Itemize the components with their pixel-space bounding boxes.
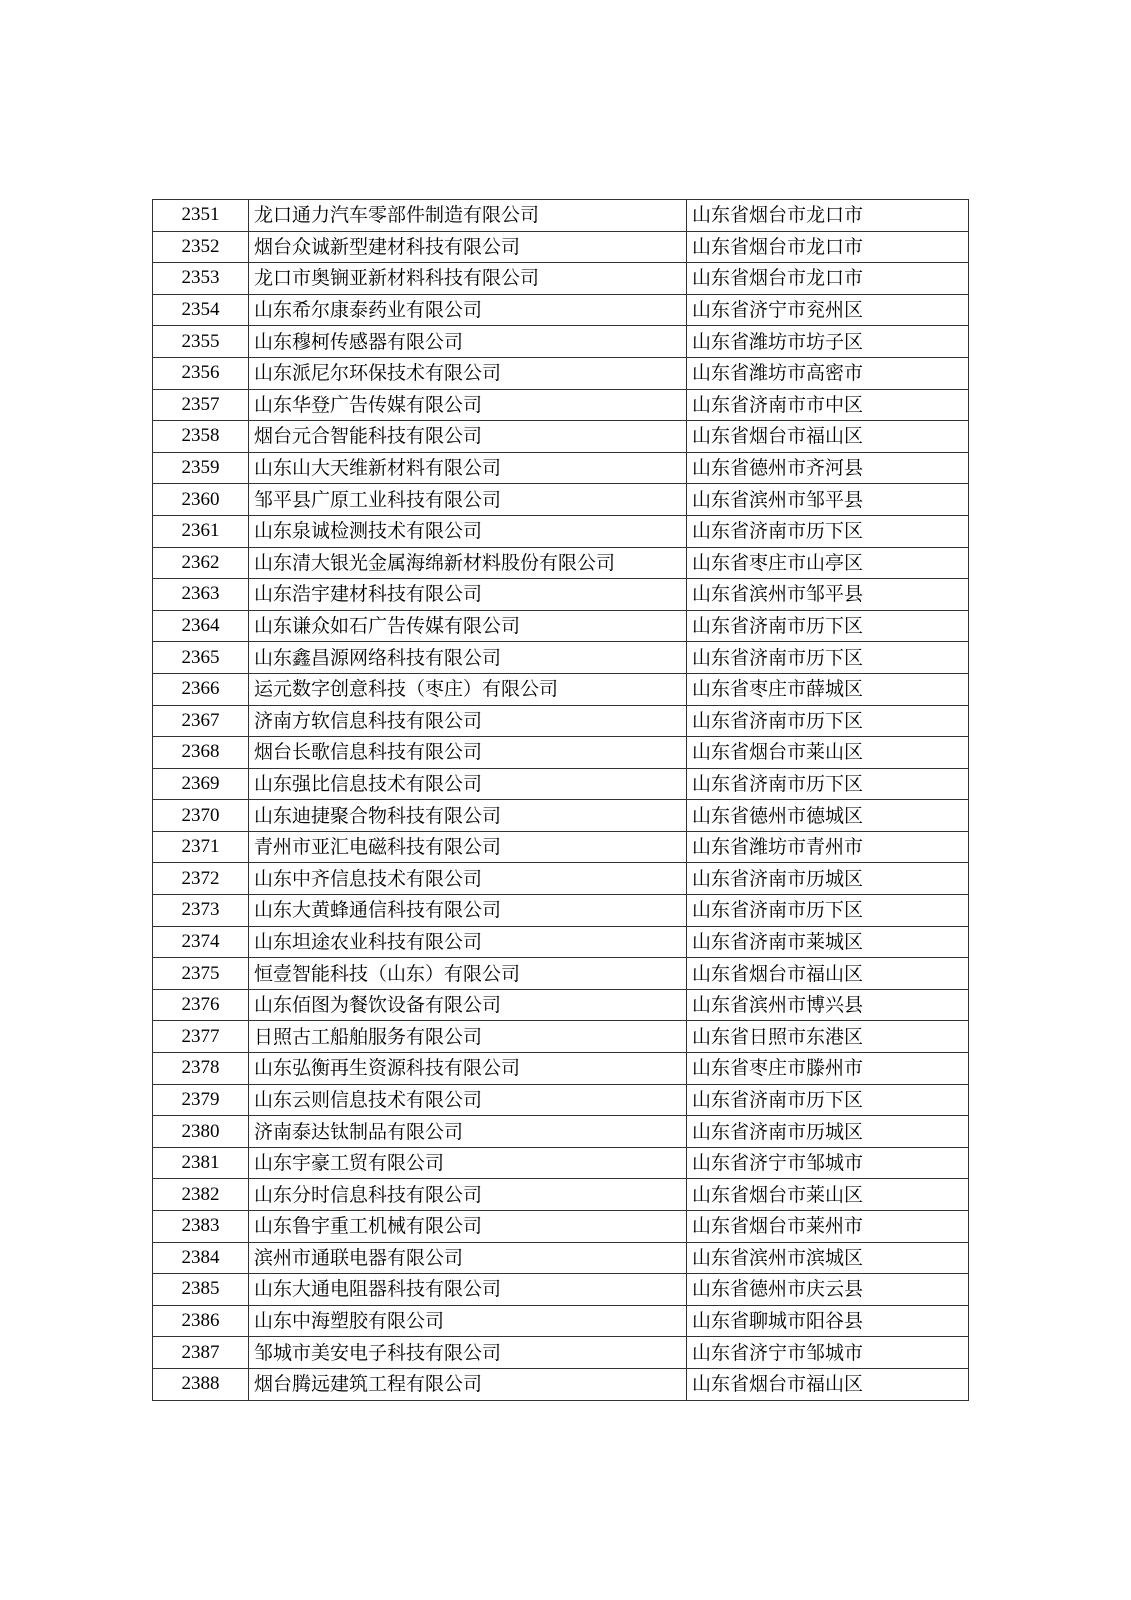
company-name-cell: 山东大通电阻器科技有限公司 bbox=[249, 1274, 687, 1306]
table-row bbox=[153, 579, 969, 611]
company-name-cell: 山东中海塑胶有限公司 bbox=[249, 1305, 687, 1337]
region-cell: 山东省济南市历下区 bbox=[687, 1084, 969, 1116]
row-number-cell: 2363 bbox=[153, 579, 249, 611]
region-cell: 山东省德州市德城区 bbox=[687, 800, 969, 832]
row-number-cell: 2376 bbox=[153, 989, 249, 1021]
row-number-cell: 2369 bbox=[153, 768, 249, 800]
table-row bbox=[153, 958, 969, 990]
company-name-cell: 山东大黄蜂通信科技有限公司 bbox=[249, 895, 687, 927]
row-number-cell: 2359 bbox=[153, 452, 249, 484]
table-row bbox=[153, 1305, 969, 1337]
region-cell: 山东省德州市庆云县 bbox=[687, 1274, 969, 1306]
row-number-cell: 2377 bbox=[153, 1021, 249, 1053]
company-name-cell: 山东宇豪工贸有限公司 bbox=[249, 1147, 687, 1179]
region-cell: 山东省滨州市博兴县 bbox=[687, 989, 969, 1021]
row-number-cell: 2351 bbox=[153, 200, 249, 232]
table-row bbox=[153, 1053, 969, 1085]
region-cell: 山东省滨州市滨城区 bbox=[687, 1242, 969, 1274]
table-row bbox=[153, 1116, 969, 1148]
company-name-cell: 山东华登广告传媒有限公司 bbox=[249, 389, 687, 421]
row-number-cell: 2360 bbox=[153, 484, 249, 516]
row-number-cell: 2358 bbox=[153, 421, 249, 453]
row-number-cell: 2356 bbox=[153, 357, 249, 389]
company-name-cell: 山东佰图为餐饮设备有限公司 bbox=[249, 989, 687, 1021]
company-name-cell: 山东浩宇建材科技有限公司 bbox=[249, 579, 687, 611]
company-name-cell: 烟台长歌信息科技有限公司 bbox=[249, 737, 687, 769]
table-row bbox=[153, 1084, 969, 1116]
region-cell: 山东省济宁市邹城市 bbox=[687, 1337, 969, 1369]
company-name-cell: 烟台元合智能科技有限公司 bbox=[249, 421, 687, 453]
region-cell: 山东省济宁市邹城市 bbox=[687, 1147, 969, 1179]
company-name-cell: 山东鲁宇重工机械有限公司 bbox=[249, 1211, 687, 1243]
row-number-cell: 2380 bbox=[153, 1116, 249, 1148]
row-number-cell: 2388 bbox=[153, 1368, 249, 1400]
region-cell: 山东省济南市历城区 bbox=[687, 863, 969, 895]
company-name-cell: 山东弘衡再生资源科技有限公司 bbox=[249, 1053, 687, 1085]
region-cell: 山东省济南市市中区 bbox=[687, 389, 969, 421]
region-cell: 山东省济南市历下区 bbox=[687, 705, 969, 737]
region-cell: 山东省烟台市莱山区 bbox=[687, 1179, 969, 1211]
table-row bbox=[153, 326, 969, 358]
table-row bbox=[153, 547, 969, 579]
table-row bbox=[153, 1147, 969, 1179]
company-name-cell: 山东派尼尔环保技术有限公司 bbox=[249, 357, 687, 389]
company-name-cell: 烟台众诚新型建材科技有限公司 bbox=[249, 231, 687, 263]
company-name-cell: 济南泰达钛制品有限公司 bbox=[249, 1116, 687, 1148]
region-cell: 山东省滨州市邹平县 bbox=[687, 484, 969, 516]
company-name-cell: 青州市亚汇电磁科技有限公司 bbox=[249, 831, 687, 863]
region-cell: 山东省潍坊市坊子区 bbox=[687, 326, 969, 358]
table-row bbox=[153, 200, 969, 232]
table-row bbox=[153, 673, 969, 705]
company-name-cell: 山东山大天维新材料有限公司 bbox=[249, 452, 687, 484]
table-row bbox=[153, 895, 969, 927]
region-cell: 山东省烟台市福山区 bbox=[687, 1368, 969, 1400]
row-number-cell: 2374 bbox=[153, 926, 249, 958]
row-number-cell: 2387 bbox=[153, 1337, 249, 1369]
row-number-cell: 2379 bbox=[153, 1084, 249, 1116]
table-row bbox=[153, 452, 969, 484]
region-cell: 山东省烟台市莱山区 bbox=[687, 737, 969, 769]
region-cell: 山东省济南市历下区 bbox=[687, 895, 969, 927]
region-cell: 山东省枣庄市薛城区 bbox=[687, 673, 969, 705]
company-name-cell: 山东分时信息科技有限公司 bbox=[249, 1179, 687, 1211]
region-cell: 山东省济南市历下区 bbox=[687, 610, 969, 642]
table-row bbox=[153, 1179, 969, 1211]
row-number-cell: 2367 bbox=[153, 705, 249, 737]
region-cell: 山东省聊城市阳谷县 bbox=[687, 1305, 969, 1337]
table-row bbox=[153, 421, 969, 453]
row-number-cell: 2378 bbox=[153, 1053, 249, 1085]
company-name-cell: 日照古工船舶服务有限公司 bbox=[249, 1021, 687, 1053]
region-cell: 山东省烟台市龙口市 bbox=[687, 263, 969, 295]
company-name-cell: 山东鑫昌源网络科技有限公司 bbox=[249, 642, 687, 674]
table-row bbox=[153, 515, 969, 547]
region-cell: 山东省济南市历下区 bbox=[687, 642, 969, 674]
table-row bbox=[153, 263, 969, 295]
company-table bbox=[152, 199, 969, 1401]
company-name-cell: 山东强比信息技术有限公司 bbox=[249, 768, 687, 800]
region-cell: 山东省德州市齐河县 bbox=[687, 452, 969, 484]
row-number-cell: 2361 bbox=[153, 515, 249, 547]
region-cell: 山东省滨州市邹平县 bbox=[687, 579, 969, 611]
region-cell: 山东省济南市莱城区 bbox=[687, 926, 969, 958]
table-row bbox=[153, 642, 969, 674]
region-cell: 山东省济南市历城区 bbox=[687, 1116, 969, 1148]
table-row bbox=[153, 1021, 969, 1053]
row-number-cell: 2357 bbox=[153, 389, 249, 421]
table-row bbox=[153, 926, 969, 958]
table-row bbox=[153, 831, 969, 863]
region-cell: 山东省烟台市莱州市 bbox=[687, 1211, 969, 1243]
company-name-cell: 山东泉诚检测技术有限公司 bbox=[249, 515, 687, 547]
row-number-cell: 2386 bbox=[153, 1305, 249, 1337]
table-row bbox=[153, 610, 969, 642]
company-name-cell: 恒壹智能科技（山东）有限公司 bbox=[249, 958, 687, 990]
table-row bbox=[153, 863, 969, 895]
row-number-cell: 2355 bbox=[153, 326, 249, 358]
row-number-cell: 2382 bbox=[153, 1179, 249, 1211]
table-row bbox=[153, 231, 969, 263]
company-name-cell: 山东穆柯传感器有限公司 bbox=[249, 326, 687, 358]
company-name-cell: 滨州市通联电器有限公司 bbox=[249, 1242, 687, 1274]
row-number-cell: 2385 bbox=[153, 1274, 249, 1306]
company-name-cell: 山东希尔康泰药业有限公司 bbox=[249, 294, 687, 326]
row-number-cell: 2368 bbox=[153, 737, 249, 769]
region-cell: 山东省济南市历下区 bbox=[687, 768, 969, 800]
region-cell: 山东省潍坊市青州市 bbox=[687, 831, 969, 863]
company-name-cell: 山东云则信息技术有限公司 bbox=[249, 1084, 687, 1116]
table-row bbox=[153, 705, 969, 737]
row-number-cell: 2353 bbox=[153, 263, 249, 295]
table-row bbox=[153, 1274, 969, 1306]
row-number-cell: 2354 bbox=[153, 294, 249, 326]
region-cell: 山东省潍坊市高密市 bbox=[687, 357, 969, 389]
row-number-cell: 2372 bbox=[153, 863, 249, 895]
company-name-cell: 邹平县广原工业科技有限公司 bbox=[249, 484, 687, 516]
company-name-cell: 山东坦途农业科技有限公司 bbox=[249, 926, 687, 958]
row-number-cell: 2373 bbox=[153, 895, 249, 927]
region-cell: 山东省济南市历下区 bbox=[687, 515, 969, 547]
region-cell: 山东省烟台市福山区 bbox=[687, 958, 969, 990]
region-cell: 山东省烟台市福山区 bbox=[687, 421, 969, 453]
region-cell: 山东省烟台市龙口市 bbox=[687, 200, 969, 232]
row-number-cell: 2365 bbox=[153, 642, 249, 674]
row-number-cell: 2371 bbox=[153, 831, 249, 863]
row-number-cell: 2375 bbox=[153, 958, 249, 990]
table-body bbox=[153, 200, 969, 1401]
region-cell: 山东省烟台市龙口市 bbox=[687, 231, 969, 263]
region-cell: 山东省济宁市兖州区 bbox=[687, 294, 969, 326]
table-row bbox=[153, 1368, 969, 1400]
company-name-cell: 山东谦众如石广告传媒有限公司 bbox=[249, 610, 687, 642]
row-number-cell: 2370 bbox=[153, 800, 249, 832]
table-row bbox=[153, 800, 969, 832]
company-name-cell: 龙口通力汽车零部件制造有限公司 bbox=[249, 200, 687, 232]
table-row bbox=[153, 1242, 969, 1274]
company-name-cell: 运元数字创意科技（枣庄）有限公司 bbox=[249, 673, 687, 705]
table-row bbox=[153, 1211, 969, 1243]
row-number-cell: 2384 bbox=[153, 1242, 249, 1274]
table-row bbox=[153, 1337, 969, 1369]
company-name-cell: 龙口市奥锎亚新材料科技有限公司 bbox=[249, 263, 687, 295]
region-cell: 山东省枣庄市山亭区 bbox=[687, 547, 969, 579]
table-row bbox=[153, 768, 969, 800]
region-cell: 山东省枣庄市滕州市 bbox=[687, 1053, 969, 1085]
table-row bbox=[153, 389, 969, 421]
table-row bbox=[153, 484, 969, 516]
company-name-cell: 邹城市美安电子科技有限公司 bbox=[249, 1337, 687, 1369]
table-row bbox=[153, 989, 969, 1021]
company-name-cell: 济南方软信息科技有限公司 bbox=[249, 705, 687, 737]
row-number-cell: 2364 bbox=[153, 610, 249, 642]
company-name-cell: 山东清大银光金属海绵新材料股份有限公司 bbox=[249, 547, 687, 579]
company-name-cell: 山东迪捷聚合物科技有限公司 bbox=[249, 800, 687, 832]
row-number-cell: 2366 bbox=[153, 673, 249, 705]
table-row bbox=[153, 294, 969, 326]
region-cell: 山东省日照市东港区 bbox=[687, 1021, 969, 1053]
table-row bbox=[153, 737, 969, 769]
row-number-cell: 2383 bbox=[153, 1211, 249, 1243]
company-name-cell: 烟台腾远建筑工程有限公司 bbox=[249, 1368, 687, 1400]
row-number-cell: 2381 bbox=[153, 1147, 249, 1179]
row-number-cell: 2362 bbox=[153, 547, 249, 579]
row-number-cell: 2352 bbox=[153, 231, 249, 263]
company-name-cell: 山东中齐信息技术有限公司 bbox=[249, 863, 687, 895]
table-row bbox=[153, 357, 969, 389]
